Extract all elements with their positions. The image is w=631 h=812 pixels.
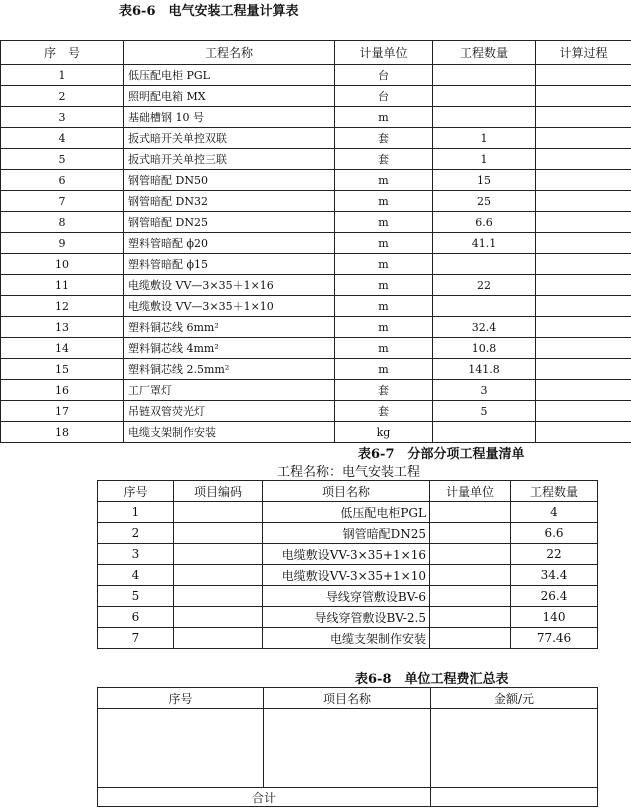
serial-cell: 6 bbox=[98, 607, 174, 628]
table-row bbox=[1, 65, 631, 86]
serial-cell: 4 bbox=[98, 565, 174, 586]
name-cell: 钢管暗配 DN25 bbox=[124, 212, 335, 233]
serial-cell: 12 bbox=[1, 296, 124, 317]
name-cell: 塑料铜芯线 6mm² bbox=[124, 317, 335, 338]
calculation-cell bbox=[536, 86, 631, 107]
unit-cell: m bbox=[335, 359, 433, 380]
quantity-cell: 6.6 bbox=[433, 212, 536, 233]
serial-cell: 17 bbox=[1, 401, 124, 422]
serial-cell: 3 bbox=[98, 544, 174, 565]
table-row bbox=[1, 149, 631, 170]
name-cell: 吊链双管荧光灯 bbox=[124, 401, 335, 422]
quantity-cell bbox=[433, 254, 536, 275]
quantity-cell: 3 bbox=[433, 380, 536, 401]
unit-cell bbox=[430, 607, 511, 628]
unit-cell: m bbox=[335, 254, 433, 275]
item-code-cell bbox=[174, 628, 263, 649]
header-calculation: 计算过程 bbox=[536, 41, 631, 65]
header-unit: 计量单位 bbox=[430, 481, 511, 502]
item-code-cell bbox=[174, 523, 263, 544]
serial-cell: 7 bbox=[98, 628, 174, 649]
cost-summary-table bbox=[97, 687, 598, 807]
header-serial: 序号 bbox=[98, 481, 174, 502]
table-row bbox=[1, 422, 631, 443]
calculation-cell bbox=[536, 212, 631, 233]
quantity-cell: 1 bbox=[433, 149, 536, 170]
calculation-cell bbox=[536, 422, 631, 443]
calculation-cell bbox=[536, 107, 631, 128]
table3-title: 表6-8 单位工程费汇总表 bbox=[355, 672, 509, 687]
name-cell: 基础槽钢 10 号 bbox=[124, 107, 335, 128]
name-cell: 塑料铜芯线 2.5mm² bbox=[124, 359, 335, 380]
header-project-name: 工程名称 bbox=[124, 41, 335, 65]
quantity-cell: 5 bbox=[433, 401, 536, 422]
unit-cell bbox=[430, 523, 511, 544]
item-code-cell bbox=[174, 502, 263, 523]
unit-cell: m bbox=[335, 338, 433, 359]
name-cell: 电缆支架制作安装 bbox=[124, 422, 335, 443]
calculation-cell bbox=[536, 233, 631, 254]
item-code-cell bbox=[174, 607, 263, 628]
name-cell: 扳式暗开关单控双联 bbox=[124, 128, 335, 149]
name-cell: 塑料铜芯线 4mm² bbox=[124, 338, 335, 359]
header-item-code: 项目编码 bbox=[174, 481, 263, 502]
bill-of-quantities-table bbox=[97, 480, 598, 649]
name-cell: 工厂罩灯 bbox=[124, 380, 335, 401]
calculation-cell bbox=[536, 254, 631, 275]
table-row bbox=[1, 254, 631, 275]
calculation-cell bbox=[536, 65, 631, 86]
unit-cell bbox=[430, 628, 511, 649]
quantity-cell bbox=[433, 107, 536, 128]
serial-cell: 16 bbox=[1, 380, 124, 401]
unit-cell: 套 bbox=[335, 401, 433, 422]
table-row bbox=[98, 628, 598, 649]
body-cell bbox=[431, 709, 598, 788]
serial-cell: 1 bbox=[1, 65, 124, 86]
table-row bbox=[1, 233, 631, 254]
unit-cell: 套 bbox=[335, 128, 433, 149]
calculation-cell bbox=[536, 191, 631, 212]
table-row bbox=[1, 212, 631, 233]
quantity-cell: 32.4 bbox=[433, 317, 536, 338]
calculation-cell bbox=[536, 296, 631, 317]
item-name-cell: 导线穿管敷设BV-6 bbox=[263, 586, 430, 607]
serial-cell: 15 bbox=[1, 359, 124, 380]
header-quantity: 工程数量 bbox=[433, 41, 536, 65]
table3-header-row bbox=[98, 688, 598, 709]
name-cell: 电缆敷设 VV—3×35＋1×10 bbox=[124, 296, 335, 317]
name-cell: 塑料管暗配 ϕ20 bbox=[124, 233, 335, 254]
unit-cell: m bbox=[335, 296, 433, 317]
quantity-cell: 10.8 bbox=[433, 338, 536, 359]
name-cell: 电缆敷设 VV—3×35＋1×16 bbox=[124, 275, 335, 296]
quantity-cell: 22 bbox=[511, 544, 598, 565]
body-cell bbox=[264, 709, 431, 788]
quantity-cell: 34.4 bbox=[511, 565, 598, 586]
table-row bbox=[1, 191, 631, 212]
quantity-cell: 22 bbox=[433, 275, 536, 296]
quantity-cell: 4 bbox=[511, 502, 598, 523]
quantity-cell: 140 bbox=[511, 607, 598, 628]
quantity-cell: 6.6 bbox=[511, 523, 598, 544]
quantity-cell bbox=[433, 65, 536, 86]
quantity-cell bbox=[433, 86, 536, 107]
item-name-cell: 电缆敷设VV-3×35+1×10 bbox=[263, 565, 430, 586]
header-serial: 序号 bbox=[98, 688, 264, 709]
table-row bbox=[98, 544, 598, 565]
name-cell: 低压配电柜 PGL bbox=[124, 65, 335, 86]
item-code-cell bbox=[174, 586, 263, 607]
item-name-cell: 导线穿管敷设BV-2.5 bbox=[263, 607, 430, 628]
unit-cell: 套 bbox=[335, 380, 433, 401]
unit-cell bbox=[430, 544, 511, 565]
calculation-cell bbox=[536, 401, 631, 422]
name-cell: 塑料管暗配 ϕ15 bbox=[124, 254, 335, 275]
table1-header-row bbox=[1, 41, 631, 65]
unit-cell bbox=[430, 565, 511, 586]
name-cell: 照明配电箱 MX bbox=[124, 86, 335, 107]
unit-cell: m bbox=[335, 317, 433, 338]
unit-cell: 套 bbox=[335, 149, 433, 170]
quantity-cell: 26.4 bbox=[511, 586, 598, 607]
item-name-cell: 电缆敷设VV-3×35+1×16 bbox=[263, 544, 430, 565]
table-row bbox=[1, 86, 631, 107]
serial-cell: 2 bbox=[98, 523, 174, 544]
serial-cell: 5 bbox=[98, 586, 174, 607]
quantity-calculation-table bbox=[0, 40, 631, 443]
table-row bbox=[1, 128, 631, 149]
table-row bbox=[1, 275, 631, 296]
calculation-cell bbox=[536, 359, 631, 380]
serial-cell: 1 bbox=[98, 502, 174, 523]
header-amount: 金额/元 bbox=[431, 688, 598, 709]
table-row bbox=[1, 317, 631, 338]
header-unit: 计量单位 bbox=[335, 41, 433, 65]
serial-cell: 18 bbox=[1, 422, 124, 443]
header-item-name: 项目名称 bbox=[264, 688, 431, 709]
calculation-cell bbox=[536, 128, 631, 149]
calculation-cell bbox=[536, 275, 631, 296]
unit-cell: m bbox=[335, 170, 433, 191]
table-row bbox=[98, 607, 598, 628]
total-label: 合计 bbox=[98, 788, 431, 807]
calculation-cell bbox=[536, 338, 631, 359]
table2-title: 表6-7 分部分项工程量清单 bbox=[358, 447, 525, 462]
item-name-cell: 低压配电柜PGL bbox=[263, 502, 430, 523]
serial-cell: 9 bbox=[1, 233, 124, 254]
table-row bbox=[1, 338, 631, 359]
serial-cell: 10 bbox=[1, 254, 124, 275]
body-cell bbox=[98, 709, 264, 788]
table-row bbox=[98, 523, 598, 544]
quantity-cell bbox=[433, 296, 536, 317]
table-row bbox=[1, 296, 631, 317]
table-row bbox=[98, 565, 598, 586]
calculation-cell bbox=[536, 317, 631, 338]
item-code-cell bbox=[174, 544, 263, 565]
table-row bbox=[98, 586, 598, 607]
unit-cell: m bbox=[335, 212, 433, 233]
total-amount bbox=[431, 788, 598, 807]
header-item-name: 项目名称 bbox=[263, 481, 430, 502]
unit-cell bbox=[430, 502, 511, 523]
serial-cell: 4 bbox=[1, 128, 124, 149]
table3-total-row bbox=[98, 788, 598, 807]
header-quantity: 工程数量 bbox=[511, 481, 598, 502]
calculation-cell bbox=[536, 380, 631, 401]
table1-title: 表6-6 电气安装工程量计算表 bbox=[119, 4, 299, 19]
serial-cell: 13 bbox=[1, 317, 124, 338]
name-cell: 扳式暗开关单控三联 bbox=[124, 149, 335, 170]
header-serial: 序 号 bbox=[1, 41, 124, 65]
name-cell: 钢管暗配 DN50 bbox=[124, 170, 335, 191]
table2-project-name: 工程名称：电气安装工程 bbox=[277, 465, 421, 480]
item-name-cell: 钢管暗配DN25 bbox=[263, 523, 430, 544]
unit-cell: m bbox=[335, 107, 433, 128]
table3-body-row bbox=[98, 709, 598, 788]
unit-cell: 台 bbox=[335, 65, 433, 86]
item-code-cell bbox=[174, 565, 263, 586]
unit-cell bbox=[430, 586, 511, 607]
quantity-cell: 77.46 bbox=[511, 628, 598, 649]
unit-cell: 台 bbox=[335, 86, 433, 107]
unit-cell: kg bbox=[335, 422, 433, 443]
quantity-cell: 41.1 bbox=[433, 233, 536, 254]
unit-cell: m bbox=[335, 233, 433, 254]
unit-cell: m bbox=[335, 275, 433, 296]
serial-cell: 14 bbox=[1, 338, 124, 359]
quantity-cell bbox=[433, 422, 536, 443]
calculation-cell bbox=[536, 170, 631, 191]
quantity-cell: 25 bbox=[433, 191, 536, 212]
table-row bbox=[1, 380, 631, 401]
name-cell: 钢管暗配 DN32 bbox=[124, 191, 335, 212]
item-name-cell: 电缆支架制作安装 bbox=[263, 628, 430, 649]
serial-cell: 5 bbox=[1, 149, 124, 170]
quantity-cell: 1 bbox=[433, 128, 536, 149]
serial-cell: 2 bbox=[1, 86, 124, 107]
table-row bbox=[1, 401, 631, 422]
serial-cell: 8 bbox=[1, 212, 124, 233]
quantity-cell: 141.8 bbox=[433, 359, 536, 380]
serial-cell: 6 bbox=[1, 170, 124, 191]
table-row bbox=[1, 359, 631, 380]
serial-cell: 11 bbox=[1, 275, 124, 296]
calculation-cell bbox=[536, 149, 631, 170]
unit-cell: m bbox=[335, 191, 433, 212]
table-row bbox=[98, 502, 598, 523]
serial-cell: 7 bbox=[1, 191, 124, 212]
table-row bbox=[1, 170, 631, 191]
table-row bbox=[1, 107, 631, 128]
serial-cell: 3 bbox=[1, 107, 124, 128]
table2-header-row bbox=[98, 481, 598, 502]
quantity-cell: 15 bbox=[433, 170, 536, 191]
